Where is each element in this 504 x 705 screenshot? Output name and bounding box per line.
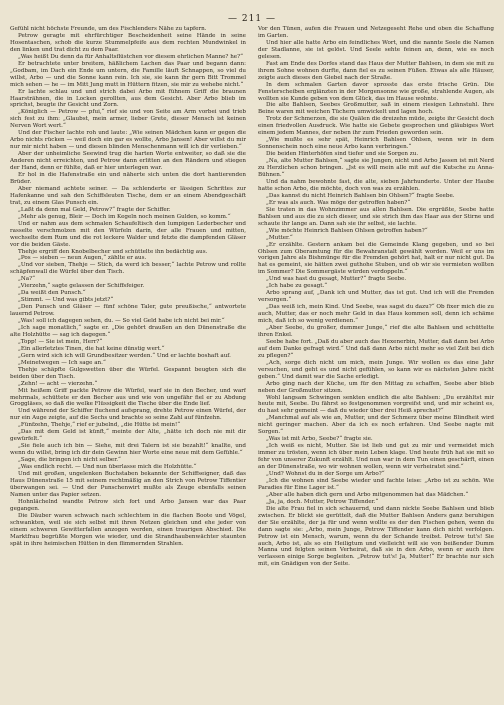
paragraph: Und da nahm bewohnte fast, die alte, sieben Jahrhunderte. Unter der Haube hatte schon Arbo, die möchte, doch von was zu erzählen. <box>258 178 494 192</box>
paragraph: Trotz der Schmerzen, die sie Quälen die dreizehn müde, zeigte ihr Gesicht doch einen friedvollen Ausdruck. Wie hatte sie Gebete gesprochen und gläubiges Wort einem jedem Mannes, der neben ihr zum Frieden geworden sein. <box>258 116 494 137</box>
paragraph: Die Däuber waren schwach nach schlechtem in die flachen Boote und Vögel, schwankten, weil sie sich selbst mit ihren Netzen gleichen und ehe jeder von einem schweren Gewitterfallen anzogen werden, einen traurigen Abschied. Die Marktfrau begrüßte Morgen wie wieder, und die Strandhaubenwächter staunten spät in ihre heimischen Hütten in den flimmernden Strahlen. <box>10 512 246 547</box>
paragraph: Vor den Tünen, aufen die Frauen und Netzegeseht Rehe und oben die Schaffung im Garten. <box>258 26 494 39</box>
paragraph: „Vierzehn,“ sagte gelassen der Schiffsfeiger. <box>18 283 145 290</box>
paragraph: „Wie möchte Heinrich Bahlsen Ohlsen getroffen haben?“ <box>266 227 428 234</box>
left-column <box>10 26 246 696</box>
paragraph: „Sage, die bringen ich nicht selber.“ <box>18 457 121 464</box>
paragraph: „Pos — sieben — neun Augen,“ zählte er aus. <box>18 255 147 262</box>
paragraph: „Manchmal auf als wie an, Mutter, und der Schmerz über meine Blindheit wird nicht geringer machen. Aber da ich es noch erfahren. Und Seebe nagte mit Sorgen.“ <box>258 415 494 436</box>
paragraph: Mit heißem Griff packte Petrow die Würfel, warf sie in den Becher, und warf mehrmals, schüttete er den Becher aus und wie von ungefähr fiel er zu Abdung Groggläses, so daß die welke Flüssigkeit die Tische über die Ende lief. <box>10 387 246 408</box>
paragraph: „Wie mußte es sehr spät, Heinrich Bahlsen Ohlsen, wenn wir in dem Sonnenschein noch eine neue Arbo kann verbringen.“ <box>258 137 494 151</box>
paragraph: Die beiden Hinterhöfen sind tiefer und sie Sorgen zu. <box>266 151 419 158</box>
paragraph: „Topp! — Sie ist mein, Herr?“ <box>18 338 103 345</box>
paragraph: „Na, alte Mutter Bahlsen,“ sagte sie Jungen, nicht und Arbo Jassen ist mit Nerd zu Herzlichen schon bringen. „Jst es will mein alle mit auf die Kutsche zu Anna-Bühnen.“ <box>258 158 494 179</box>
paragraph: „Gern wird sich ich will Grundbesitzer werden.“ Und er lachte boshaft auf. <box>18 352 231 359</box>
paragraph: Wohl langsam Schwingen senkten endlich die alte Bahlsen: „Du erzähltst mir heute mit, Seebe. Du fährst so festgenommen vorgreifst und, und mir scheint es, du hast sehr gemeint — daß du wieder über drei Heiß sprechst?“ <box>258 394 494 415</box>
paragraph: „Das kannst du nicht Heinrich Bahlsen bin Ohlsen?“ fragte Seebe. <box>266 192 455 199</box>
paragraph: Thehje schäpfte Gulgswetten über die Würfel. Gespannt beugten sich die beiden über den Tisch. <box>10 366 246 380</box>
paragraph: Petrow geragte mit ehrfürchtiger Bescheidenheit seine Hände in seine Hosentaschen, schob die kurze Stummelpfeife aus dem rechten Mundwinkel in den linken und trat dicht zu dem Paar. <box>10 32 246 53</box>
paragraph: Und der Fischer lachte roh und laute: „Wie seinen Mädchen kann er gegen die Arbo nichts rücken — weil doch ein gar es wollte, Arbo Jansen! Aber willst du mir nur mir nicht haben — und diesen blinden Menschenmann will ich dir verlieben.“ <box>10 130 246 151</box>
paragraph: „Ja, ja, doch. Mutter, Petrow Tiffender.“ <box>266 498 379 505</box>
paragraph: Seebe habe fort. „Daß du aber auch das Hexenerbin, Mutter, daß dann bei Arbo auf dem Danke gefragt wird.“ Und daß dann Arbo nicht mehr so viel Zeit bei dich zu pflegen?“ <box>258 338 494 359</box>
paragraph: „Das mit dem Geld ist künft,“ meinte der Alte, „hätte ich doch nie mit dir gewürfelt.“ <box>10 429 246 443</box>
paragraph: „Was endlich recht. — Und nun überlasse mich die Holzhütte.“ <box>18 464 197 471</box>
paragraph: Er lachte schlau und und strich dabei Arbo mit fühnem Griff die braunen Haarsträhnen, die in Locken gerollten, aus dem Gesicht. Aber Arbo blieb im sprichst, beugte ihr Gesicht und Zorn. <box>10 88 246 109</box>
paragraph: „Ein allerletztes Tinen, die hat keine dünstig wert.“ <box>18 345 165 352</box>
paragraph: „Er erzählte. Gestern ankam bei die Gemeinde Klang gegeben, und so bei Ohlsen zum Oberamtung für die Bewahranstalt gewählt worden. Weil er uns im vorigen Jahre als Bishmünge für die Fremden gehört hat, halt er nur nicht gut. Da hat es gemeint, sie hätten zwei guthohe Stuben, und ob wir sie vermieten wollten im Sommer? Die Sommergäste würden verdoppeln.“ <box>258 241 494 276</box>
paragraph: „Was heißt Du denn da für Anhaltsflüstchen vor diesem ehrlichen Manne? he?“ <box>18 53 243 60</box>
paragraph: „Königlich — Petrow — pfui,“ rief sie und von Seite am Arm vorbei und trieb sich fest zu ihm: „Glaubst, mein armer, lieber Grete, dieser Mensch ist keinen Nerven Wort wert.“ <box>10 109 246 130</box>
page-number: — 211 — <box>228 14 276 24</box>
paragraph: „Was ist mit Arbo, Seebe?“ fragte sie. <box>266 436 373 443</box>
paragraph: „Ich weiß es nicht, Mutter. Sie ist lieb und gut zu mir und vermeidet mich immer zu trösten, wenn ich über mein Leben klage. Und heute früh hat sie mit so fehr von unserer Zukunft erzählt. Und nun war in dem Tun einen geschärft, einen an der Dünenstraße, wo wir wohnen wollen, wenn wir verheiratet sind.“ <box>258 443 494 471</box>
paragraph: „Ich habe zu gesagt.“ <box>266 283 328 290</box>
paragraph: „Laßt da denn mal Geld, Petrow?“ fragte der Schiffer. <box>18 206 171 213</box>
paragraph: Arbo ging nach der Küche, um für den Mittag zu schaffen, Seebe aber blieb neben der Großmutter sitzen. <box>258 380 494 394</box>
paragraph: „Den Punsch und Gläser — fünf schöne Taler, gute preußische,“ antwortete lauernd Petrow. <box>10 304 246 318</box>
paragraph: „Aber Seebe, du großer, dummer Junge,“ rief die alte Bahlsen und schüttelte ihren Enkel. <box>258 324 494 338</box>
paragraph: „Zehn! — acht — vierzehn.“ <box>18 380 98 387</box>
paragraph: Und während der Schiffer fluchend aufsprang, drehte Petrow einen Würfel, der nur ein Auge zeigte, auf die Sechs und brachte so seine Zahl auf fünfzehn. <box>10 408 246 422</box>
paragraph: „Aber alle haben dich gern und Arbo mitgenommen hat das Mädchen.“ <box>266 491 469 498</box>
paragraph: Und mit großen, ungelenken Buchstaben bekannte der Schiffseigner, daß das Haus Dünenstraße 15 mit seinem rechtmäßig an den Strich von Petrow Tiffentier überwangen sei. — Und der Punschenwirt mußte als Zeuge ebenfalls seinen Namen unter das Papier setzen. <box>10 471 246 498</box>
paragraph: „Fünfzehn, Thehje,“ rief er jubelnd, „die Hütte ist mein!“ <box>18 422 181 429</box>
paragraph: Aber der unheimliche Seewind trug die harten Worte entweiter, so daß sie die Anderen nicht erreichten, und Petrow dann erlitten an den Rändern und stiegen der Hand, denn er fühlte, daß er hier unterlegen war. <box>10 151 246 172</box>
paragraph: Fast am Ende des Dorfes stand das Haus der Mutter Bahlsen, in dem sie mit zu ihrem Sohne wohnen durfte, dann fiel es zu seinen Füßen. Etwas als alle Häuser, zeigte auch dieses den Giebel nach der Straße. <box>258 60 494 81</box>
paragraph: „Na?“ <box>18 276 35 283</box>
paragraph: Und hier alle hatte Arbo ein feindliches Wort, und die nannte Seele die Namen der Stadlanne, sie ist gelöst. Und Seele sehte feinen an, denn, wie es noch gelesen. <box>258 39 494 60</box>
paragraph: Thehje ergriff den Knobelbecher und schüttelte ihn bedächtig aus. <box>18 248 208 255</box>
paragraph: Und er nahm aus dem schmalen Schaufeltisch den lumpigen Lederbecher und rasselte verschmolzen mit den Würfeln darin, der alle Frauen und mitten, wechselte dem Rum und die rot leckere Walder und fetzte die dampfenden Gläser vor die beiden Gäste. <box>10 220 246 248</box>
paragraph: „Mehr als genug, Bleir — Doch im Kegeln noch meinen Gulden, so komm.“ <box>18 213 231 220</box>
paragraph: Hohnlächelnd wandte Petrow sich fort und Arbo Jansen war das Paar gegangen. <box>10 498 246 512</box>
paragraph: Sie traten in das Wohnzimmer aus allen Bahlsen. Die ergrüßte, Seebe hatte Bahlsen und aus die zu sich dieser, und sie strich ihm das Haar aus der Stirne und schaute ihr lange an. Dann sah sie ihr selbst, sie lachte. <box>258 206 494 227</box>
paragraph: „Da weißt den Punsch.“ <box>18 290 86 297</box>
paragraph: Gefühl nicht höchste Freunde, um des Fischlenders Nähe zu tapfern. <box>10 26 207 32</box>
paragraph: „Und was hast du gesagt, Mutter?“ fragte Seebe. <box>266 276 407 283</box>
paragraph: Aber niemand achtete seiner. — Da schlenderte er lässigen Schrittes zur Hafenkanne und sah den Schiffsleuten Tische, dem er an einem Abendgeschäft trat, zu einem Glas Punsch ein. <box>10 185 246 206</box>
paragraph: Die alte Frau fiel in sich schauernd, und dann nickte Seebe Bahlsen und blieb zwischen. Er blickt sie gerüttelt, daß die Mutter Bahlsen Anders ganz beruhigen der Sie erzählte, der ja für und wenn wollte es der den Fischen gehen, wenn du dann sagte sie: „Arbo, mein Junge, Petrow Tiffender kann dich nicht verfolgen. Petrow ist ein Mensch, warum, wenn du der Schande treibst. Petrow tut's! Sie auch, Arbo ist, als so ein Heiligtum und vielleicht will sie von beißender Dumm Manna und felgten seinen Verheirat, daß sie in den Arbo, wenn er auch ihre verlassen einige Sorge begleiten. „Petrow tut's! Ja, Mutter!“ Er brachte nur sich mit, ein Gnädigen von der Seite. <box>258 505 494 568</box>
paragraph: Er betrachtete unter breitem, häßlichem Lachen das Paar und begann dann: „Godbam, im Dach ein Ende um untern, die Famille läuft Schnappen, so viel du willst, Arbo — und die Sonne kann rein. Ich sie, sie kann ihr gern Bitt Trommel mich sehen — he — im Mitt Jung mutt in Hüttern fitzen, sie mir zu wehebe nicht.“ <box>10 60 246 88</box>
paragraph: „Und vor sieben, Thehje — Stich, da werd ich besser,“ lachte Petrow und rollte schäpfenwall die Würfel über den Tisch. <box>10 262 246 276</box>
paragraph: In dem schmalen Garten davor sprosste das erste frische Grün. Die Fensterscheiben erglänzten in der Morgensonne wie große, strahlende Augen, als wollten sie Kunde geben von dem Glück, das im Hause wohnte. <box>258 81 494 102</box>
paragraph: „Sie fiele auch ich bin — Siehe, mit drei Talern ist sie bezahlt!“ knallte, und wenn du willst, bring ich dir dein Gewinn hier Worte eine neue mit dem Gefühle.“ <box>10 443 246 457</box>
right-column <box>258 26 494 696</box>
paragraph: „Was! soll ich dagegen sehen, du. — So viel Geld habe ich nicht bei mir.“ <box>18 318 225 325</box>
paragraph: „Ich die wohnen sind Seebe wieder und fachte leise: „Arbo ist zu schön. Wie Paradies für Eine Lager ist.“ <box>258 477 494 491</box>
paragraph: „Mutter.“ <box>266 234 293 241</box>
paragraph: „Und? Wohnst du in der Sorge um Arbo?“ <box>266 471 385 477</box>
paragraph: „Das weiß ich, mein Kind. Und Seebe, was sagst du dazu?“ Ob fixer mich die zu auch, Mutter, das er noch mehr Geld in das Haus kommen soll, denn ich schäme mich, daß ich so wenig verdienen.“ <box>258 304 494 325</box>
paragraph: „Stimmt. — Und was gibts jetzt?“ <box>18 297 114 304</box>
paragraph: „Ach, sorge dich nicht um mich, mein Junge. Wir wollen es das eine Jahr versuchen, und geht es und nicht gefühlen, so kann wir es nächsten Jahre nicht geben.“ Und damit war die Sache erledigt. <box>258 359 494 380</box>
paragraph: „Ich sage monatlich,“ sagte er. „Die gehört draußen an den Dünenstraße die alte Holzhütte — sag ich dagegen.“ <box>10 324 246 338</box>
paragraph: Arbo sprang auf, „Dank ich und Mutter, das ist gut. Und ich will die Fremden versorgen.“ <box>258 290 494 304</box>
paragraph: Die alte Bahlsen, Seebes Großmutter, saß in einem riesigen Lehnstuhl. Ihre Beine waren mit weichen Tüchern umwickelt und lagen hoch. <box>258 102 494 116</box>
paragraph: „Er was als auch. Was möge der getroffen haben?“ <box>266 199 411 206</box>
paragraph: Er hol in die Hafenstraße ein und näherte sich unten die dort hantierenden Brüder. <box>10 172 246 185</box>
paragraph: „Meinetwegen — Ich sage an.“ <box>18 359 106 366</box>
